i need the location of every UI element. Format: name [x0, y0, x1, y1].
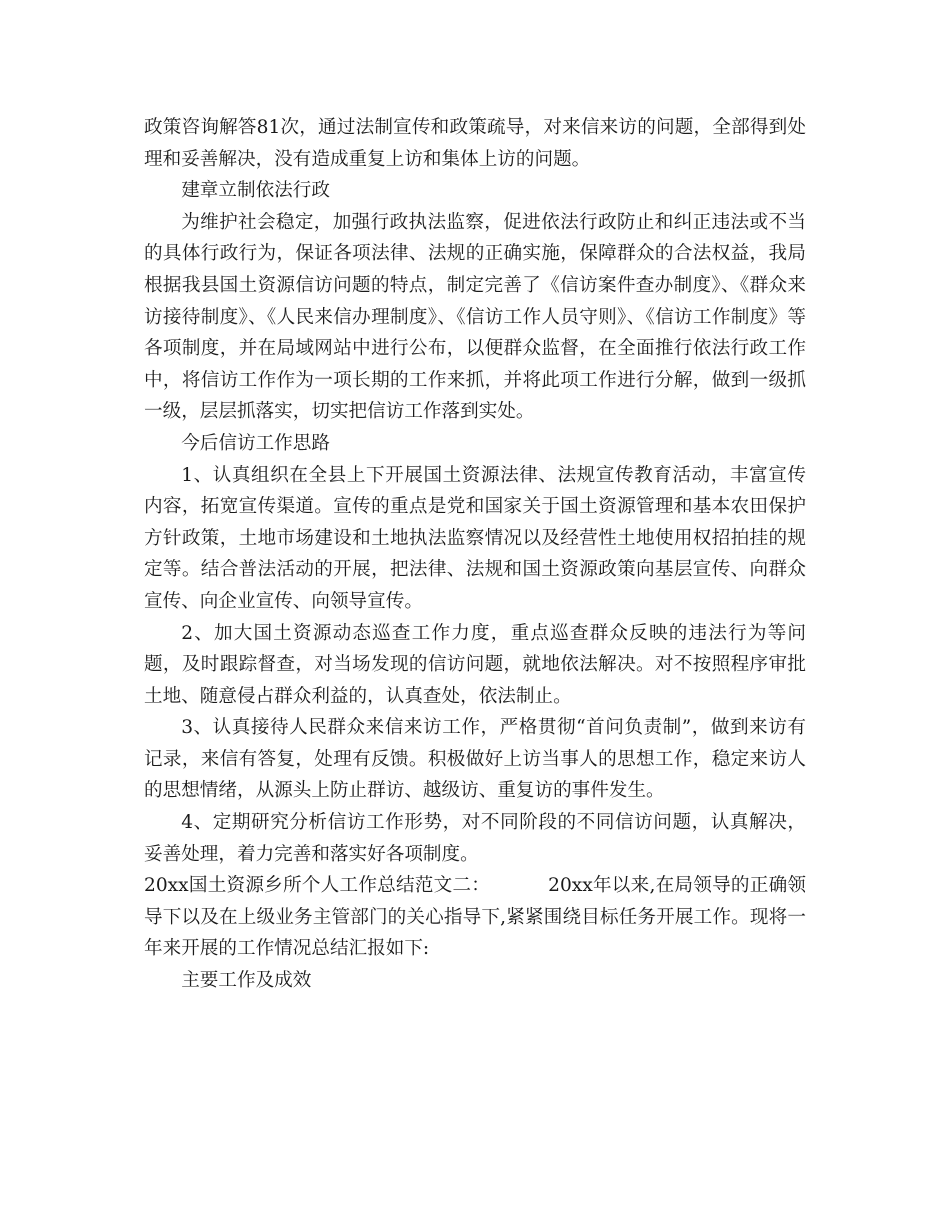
paragraph-item-2: 2、加大国土资源动态巡查工作力度，重点巡查群众反映的违法行为等问题，及时跟踪督查，对当场发现的信访问题，就地依法解决。对不按照程序审批土地、随意侵占群众利益的，认真查处，依法制止。: [144, 622, 806, 707]
section-heading-regulations: 建章立制依法行政: [181, 180, 330, 202]
section-two-title: 20xx国土资源乡所个人工作总结范文二：: [144, 875, 491, 897]
section-two-intro: 20xx年以来,在局领导的正确领导下以及在上级业务主管部门的关心指导下,紧紧围绕目标任务开展工作。现将一年来开展的工作情况总结汇报如下:: [144, 875, 806, 960]
paragraph-regulations: 为维护社会稳定，加强行政执法监察，促进依法行政防止和纠正违法或不当的具体行政行为，保证各项法律、法规的正确实施，保障群众的合法权益，我局根据我县国土资源信访问题的特点，制定完善了《信访案件查办制度》、《群众来访接待制度》、《人民来信办理制度》、《信访工作人员守则》、《信访工作制度》等各项制度，并在局域网站中进行公布，以便群众监督，在全面推行依法行政工作中，将信访工作作为一项长期的工作来抓，并将此项工作进行分解，做到一级抓一级，层层抓落实，切实把信访工作落到实处。: [144, 211, 806, 423]
paragraph-item-4: 4、定期研究分析信访工作形势，对不同阶段的不同信访问题，认真解决，妥善处理，着力完善和落实好各项制度。: [144, 812, 806, 865]
paragraph-continuation: 政策咨询解答81次，通过法制宣传和政策疏导，对来信来访的问题，全部得到处理和妥善解决，没有造成重复上访和集体上访的问题。: [144, 117, 806, 170]
section-heading-future-plan: 今后信访工作思路: [181, 432, 330, 454]
paragraph-item-3: 3、认真接待人民群众来信来访工作，严格贯彻“首问负责制”，做到来访有记录，来信有答复，处理有反馈。积极做好上访当事人的思想工作，稳定来访人的思想情绪，从源头上防止群访、越级访、重复访的事件发生。: [144, 717, 806, 802]
section-heading-main-work: 主要工作及成效: [181, 970, 312, 992]
document-body: [144, 112, 806, 997]
paragraph-item-1: 1、认真组织在全县上下开展国土资源法律、法规宣传教育活动，丰富宣传内容，拓宽宣传渠道。宣传的重点是党和国家关于国土资源管理和基本农田保护方针政策，土地市场建设和土地执法监察情况以及经营性土地使用权招拍挂的规定等。结合普法活动的开展，把法律、法规和国土资源政策向基层宣传、向群众宣传、向企业宣传、向领导宣传。: [144, 464, 806, 612]
paragraph-section-two: [144, 870, 806, 965]
